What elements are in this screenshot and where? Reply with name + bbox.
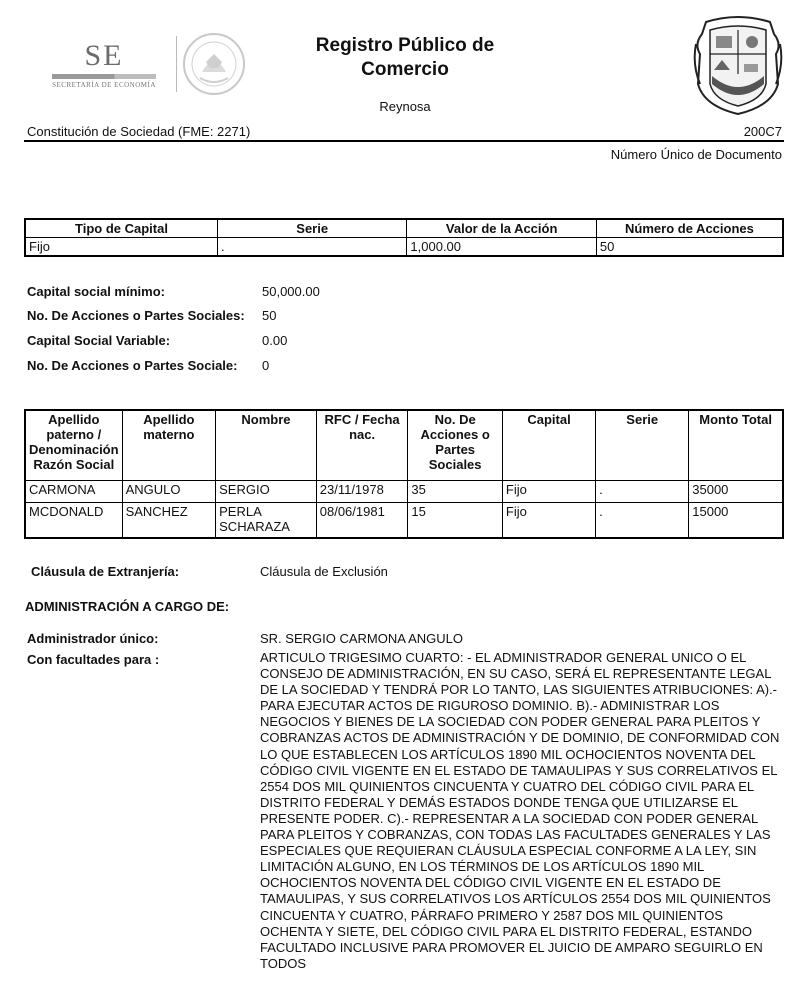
admin-heading: ADMINISTRACIÓN A CARGO DE:	[25, 599, 230, 614]
se-logo	[48, 40, 160, 89]
table-cell: Fijo	[502, 502, 595, 538]
table-cell: 08/06/1981	[316, 502, 408, 538]
column-header: Apellido materno	[122, 410, 216, 480]
table-row	[25, 238, 783, 257]
field-label: No. De Acciones o Partes Sociale:	[27, 358, 238, 373]
table-cell: SERGIO	[216, 480, 317, 502]
table-cell: 35	[408, 480, 503, 502]
field-label: Capital Social Variable:	[27, 333, 171, 348]
foreign-clause-label: Cláusula de Extranjería:	[31, 564, 180, 579]
field-value: 0.00	[262, 333, 288, 348]
table-cell: 35000	[689, 480, 783, 502]
act-type-label: Constitución de Sociedad (FME: 2271)	[27, 124, 251, 139]
table-cell: CARMONA	[25, 480, 122, 502]
document-code: 200C7	[743, 124, 782, 139]
table-row	[25, 480, 783, 502]
column-header: RFC / Fecha nac.	[316, 410, 408, 480]
table-cell: PERLA SCHARAZA	[216, 502, 317, 538]
city-name: Reynosa	[379, 99, 431, 114]
field-value: 0	[262, 358, 270, 373]
field-label: Capital social mínimo:	[27, 284, 165, 299]
table-cell: Fijo	[25, 238, 217, 257]
partners-table	[24, 409, 784, 539]
table-cell: .	[596, 502, 689, 538]
state-coat-of-arms-icon	[692, 14, 784, 116]
table-cell: MCDONALD	[25, 502, 122, 538]
se-logo-caption: SECRETARÍA DE ECONOMÍA	[52, 81, 156, 89]
header-rule	[24, 140, 784, 142]
table-cell: 1,000.00	[407, 238, 597, 257]
column-header: Capital	[502, 410, 595, 480]
partners-header-row	[25, 410, 783, 480]
administrator-value: SR. SERGIO CARMONA ANGULO	[260, 631, 463, 646]
capital-header-row	[25, 219, 783, 238]
capital-table	[24, 218, 784, 257]
title-line-1: Registro Público de	[315, 35, 495, 56]
foreign-clause-value: Cláusula de Exclusión	[260, 564, 388, 579]
table-cell: .	[596, 480, 689, 502]
powers-label: Con facultades para :	[27, 652, 160, 667]
table-cell: SANCHEZ	[122, 502, 216, 538]
logo-divider	[176, 36, 177, 92]
table-cell: 15	[408, 502, 503, 538]
national-seal-icon	[182, 32, 246, 96]
column-header: Tipo de Capital	[25, 219, 217, 238]
column-header: Nombre	[216, 410, 317, 480]
column-header: Valor de la Acción	[407, 219, 597, 238]
column-header: Apellido paterno / Denominación Razón Social	[25, 410, 122, 480]
field-value: 50	[262, 308, 277, 323]
powers-text: ARTICULO TRIGESIMO CUARTO: - EL ADMINISTRADOR GENERAL UNICO O EL CONSEJO DE ADMINISTRACIÓN, EN SU CASO, SERÁ EL REPRESENTANTE LEGAL DE LA SOCIEDAD Y TENDRÁ POR LO TANTO, LAS SIGUIENTES ATRIBUCIONES: A).- PARA EJECUTAR ACTOS DE RIGUROSO DOMINIO. B).- ADMINISTRAR LOS NEGOCIOS Y BIENES DE LA SOCIEDAD CON PODER GENERAL PARA PLEITOS Y COBRANZAS ACTOS DE ADMINISTRACIÓN Y DE DOMINIO, DE CONFORMIDAD CON LO QUE ESTABLECEN LOS ARTÍCULOS 1890 MIL OCHOCIENTOS NOVENTA DEL CÓDIGO CIVIL VIGENTE EN EL ESTADO DE TAMAULIPAS Y SUS CORRELATIVOS EL 2554 DOS MIL QUINIENTOS CINCUENTA Y CUATRO DEL CÓDIGO CIVIL PARA EL DISTRITO FEDERAL Y DEMÁS ESTADOS DONDE TENGA QUE UTILIZARSE EL PRESENTE PODER. C).- REPRESENTAR A LA SOCIEDAD CON PODER GENERAL PARA PLEITOS Y COBRANZAS, CON TODAS LAS FACULTADES GENERALES Y LAS ESPECIALES QUE REQUIERAN CLÁUSULA ESPECIAL CONFORME A LA LEY, SIN LIMITACIÓN ALGUNO, EN LOS TÉRMINOS DE LOS ARTÍCULOS 1890 MIL OCHOCIENTOS NOVENTA DEL CÓDIGO CIVIL VIGENTE EN EL ESTADO DE TAMAULIPAS, Y SUS CORRELATIVOS LOS ARTÍCULOS 2554 DOS MIL QUINIENTOS CINCUENTA Y CUATRO, PÁRRAFO PRIMERO Y 2587 DOS MIL QUINIENTOS OCHENTA Y SIETE, DEL CÓDIGO CIVIL PARA EL DISTRITO FEDERAL, ESTANDO FACULTADO INCLUSIVE PARA PROMOVER EL JUICIO DE AMPARO SEGUIRLO EN TODOS	[260, 650, 780, 971]
column-header: Serie	[217, 219, 406, 238]
table-cell: ANGULO	[122, 480, 216, 502]
table-cell: Fijo	[502, 480, 595, 502]
table-cell: 23/11/1978	[316, 480, 408, 502]
table-cell: 50	[596, 238, 783, 257]
se-logo-letters: SE	[84, 39, 124, 72]
column-header: No. De Acciones o Partes Sociales	[408, 410, 503, 480]
column-header: Número de Acciones	[596, 219, 783, 238]
field-value: 50,000.00	[262, 284, 320, 299]
title-line-2: Comercio	[361, 59, 449, 80]
administrator-label: Administrador único:	[27, 631, 159, 646]
se-logo-bar	[52, 74, 156, 79]
doc-number-label: Número Único de Documento	[610, 147, 782, 162]
field-label: No. De Acciones o Partes Sociales:	[27, 308, 245, 323]
column-header: Serie	[596, 410, 689, 480]
page-title	[270, 34, 540, 82]
table-cell: 15000	[689, 502, 783, 538]
table-cell: .	[217, 238, 406, 257]
column-header: Monto Total	[689, 410, 783, 480]
table-row	[25, 502, 783, 538]
